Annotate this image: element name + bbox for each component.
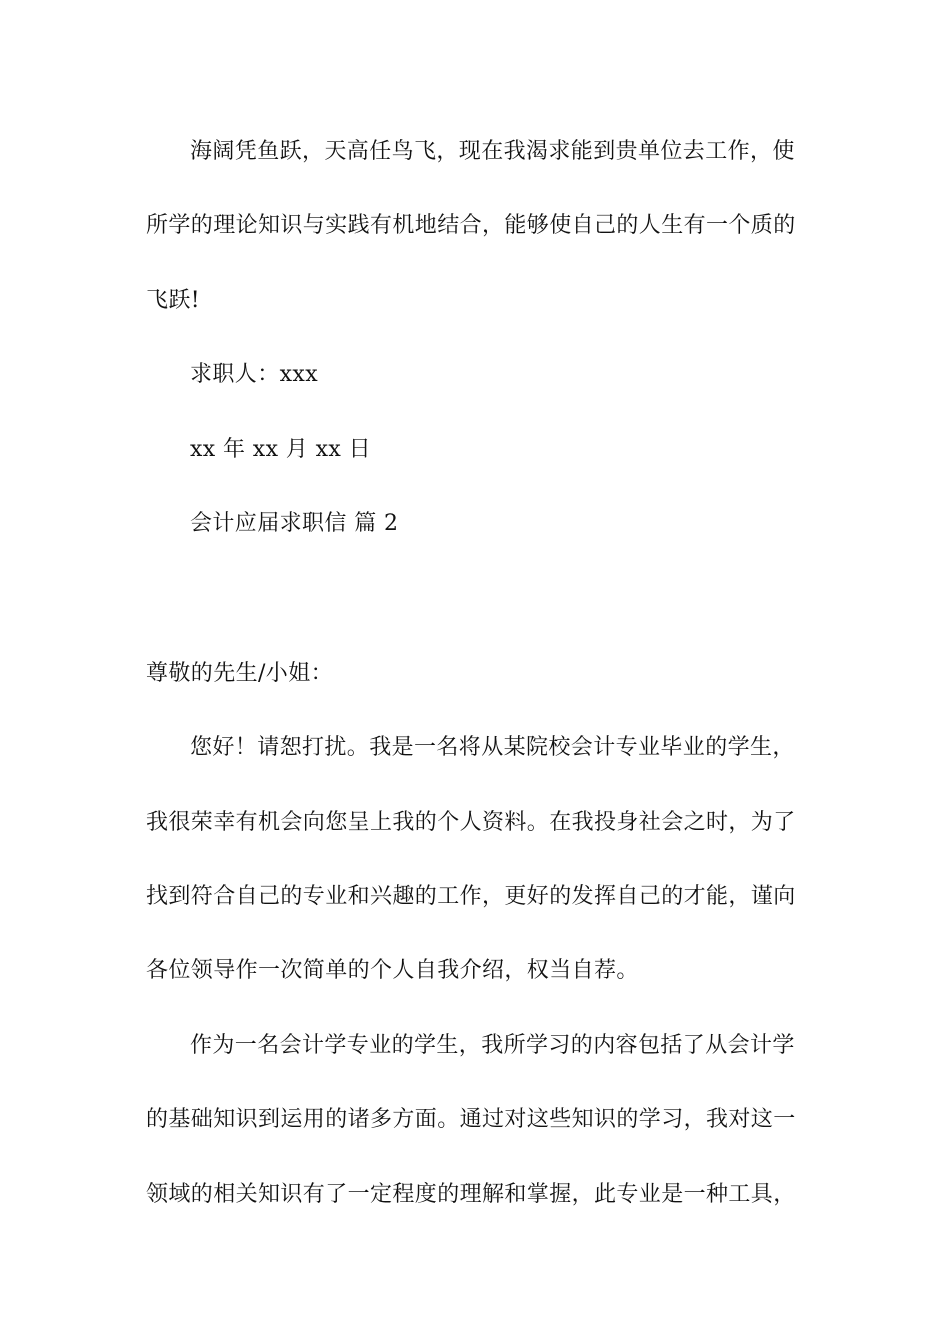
- paragraph-2-line-1: 您好！请恕打扰。我是一名将从某院校会计专业毕业的学生，: [190, 735, 795, 760]
- applicant-line: 求职人：xxx: [190, 362, 319, 387]
- section-title: 会计应届求职信 篇 2: [190, 511, 399, 536]
- paragraph-1-line-2: 所学的理论知识与实践有机地结合，能够使自己的人生有一个质的: [146, 213, 796, 238]
- date-line: xx 年 xx 月 xx 日: [190, 437, 372, 462]
- paragraph-2-line-2: 我很荣幸有机会向您呈上我的个人资料。在我投身社会之时，为了: [146, 810, 796, 835]
- salutation: 尊敬的先生/小姐：: [146, 661, 334, 686]
- paragraph-2-line-3: 找到符合自己的专业和兴趣的工作，更好的发挥自己的才能，谨向: [146, 884, 796, 909]
- paragraph-1-line-3: 飞跃!: [146, 288, 201, 313]
- paragraph-2-line-4: 各位领导作一次简单的个人自我介绍，权当自荐。: [146, 958, 639, 983]
- paragraph-3-line-3: 领域的相关知识有了一定程度的理解和掌握，此专业是一种工具，: [146, 1182, 796, 1207]
- paragraph-3-line-2: 的基础知识到运用的诸多方面。通过对这些知识的学习，我对这一: [146, 1107, 796, 1132]
- paragraph-3-line-1: 作为一名会计学专业的学生，我所学习的内容包括了从会计学: [190, 1033, 795, 1058]
- paragraph-1-line-1: 海阔凭鱼跃，天高任鸟飞，现在我渴求能到贵单位去工作，使: [190, 139, 795, 164]
